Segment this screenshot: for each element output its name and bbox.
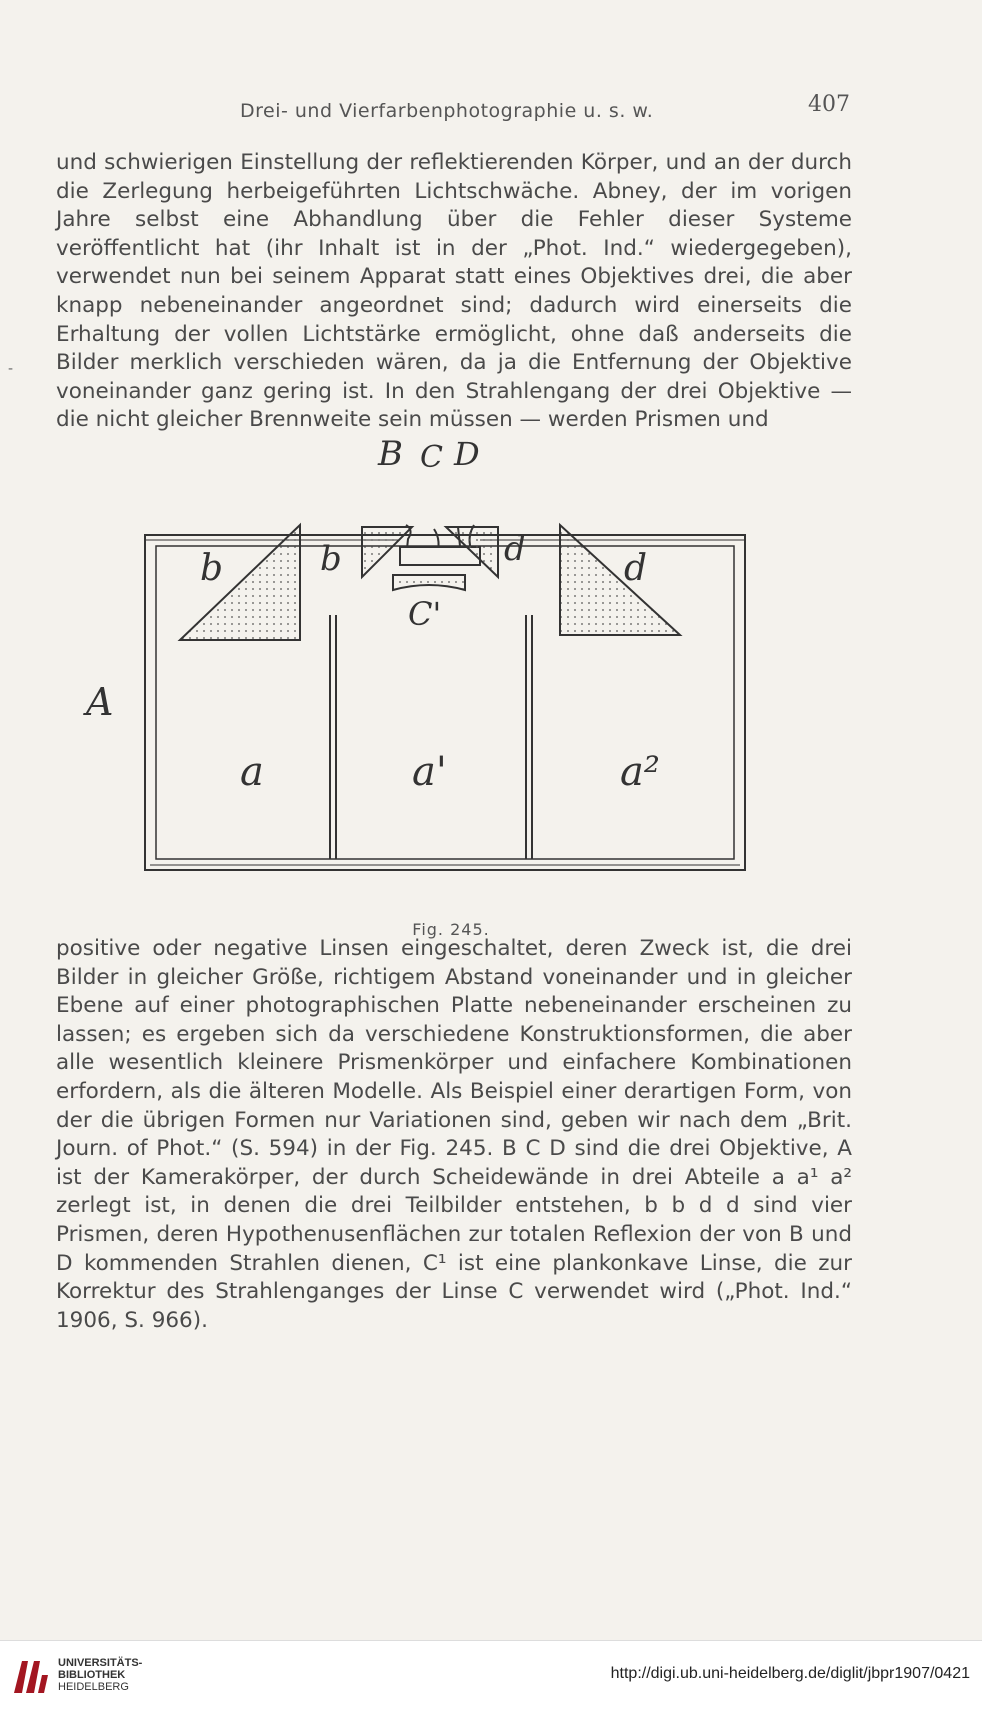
label-B: B [378, 434, 403, 474]
source-url-link[interactable]: http://digi.ub.uni-heidelberg.de/diglit/jbpr1907/0421 [610, 1665, 970, 1682]
prism-d-right [560, 525, 680, 635]
partitions [330, 615, 532, 859]
label-b-left: b [200, 548, 224, 589]
prism-b-left [180, 525, 300, 640]
label-b-center: b [320, 539, 342, 579]
lens-c-prime [393, 575, 465, 590]
label-d-right: d [624, 548, 648, 589]
figure-caption: Fig. 245. [412, 920, 490, 939]
page-number: 407 [808, 92, 850, 117]
body-paragraph-top: und schwierigen Einstellung der reflektierenden Körper, und an der durch die Zerlegung herbeigeführten Lichtschwäche. Abney, der im vorigen Jahre selbst eine Abhandlung über die Fehler dieser Systeme veröffentlicht hat (ihr Inhalt ist in der „Phot. Ind.“ wiedergegeben), verwendet nun bei seinem Apparat statt eines Objektives drei, die aber knapp nebeneinander angeordnet sind; dadurch wird einerseits die Erhaltung der vollen Lichtstärke ermöglicht, ohne daß anderseits die Bilder merklich verschieden wären, da ja die Entfernung der Objektive voneinander ganz gering ist. In den Strahlengang der drei Objektive — die nicht gleicher Brennweite sein müssen — werden Prismen und [56, 150, 852, 433]
label-D: D [454, 435, 480, 473]
label-C: C [420, 440, 443, 475]
margin-mark: - [8, 361, 14, 377]
label-a2: a² [620, 749, 660, 795]
label-a1: a' [412, 749, 447, 795]
digital-library-footer [0, 1640, 982, 1709]
body-paragraph-bottom: positive oder negative Linsen eingeschaltet, deren Zweck ist, die drei Bilder in gleicher Größe, richtigem Abstand voneinander und in gleicher Ebene auf einer photographischen Platte nebeneinander erscheinen zu lassen; es ergeben sich da verschiedene Konstruktionsformen, die aber alle wesentlich kleinere Prismenkörper und einfachere Kombinationen erfordern, als die älteren Modelle. Als Beispiel einer derartigen Form, von der die übrigen Formen nur Variationen sind, geben wir nach dem „Brit. Journ. of Phot.“ (S. 594) in der Fig. 245. B C D sind die drei Objektive, A ist der Kamerakörper, der durch Scheidewände in drei Abteile a a¹ a² zerlegt ist, in denen die drei Teilbilder entstehen, b b d d sind vier Prismen, deren Hypothenusenflächen zur totalen Reflexion der von B und D kommenden Strahlen dienen, C¹ ist eine plankonkave Linse, die zur Korrektur des Strahlenganges der Linse C verwendet wird („Phot. Ind.“ 1906, S. 966). [56, 936, 852, 1333]
ub-heidelberg-logo-icon [8, 1655, 52, 1699]
label-c-prime: C' [408, 595, 442, 633]
running-header [60, 92, 850, 132]
label-a: a [240, 749, 264, 795]
running-title: Drei- und Vierfarbenphotographie u. s. w. [240, 100, 654, 122]
library-name: UNIVERSITÄTS- BIBLIOTHEK HEIDELBERG [58, 1657, 143, 1693]
label-A: A [86, 680, 114, 724]
figure-245-camera-diagram [86, 434, 810, 915]
label-d-center: d [504, 529, 526, 569]
